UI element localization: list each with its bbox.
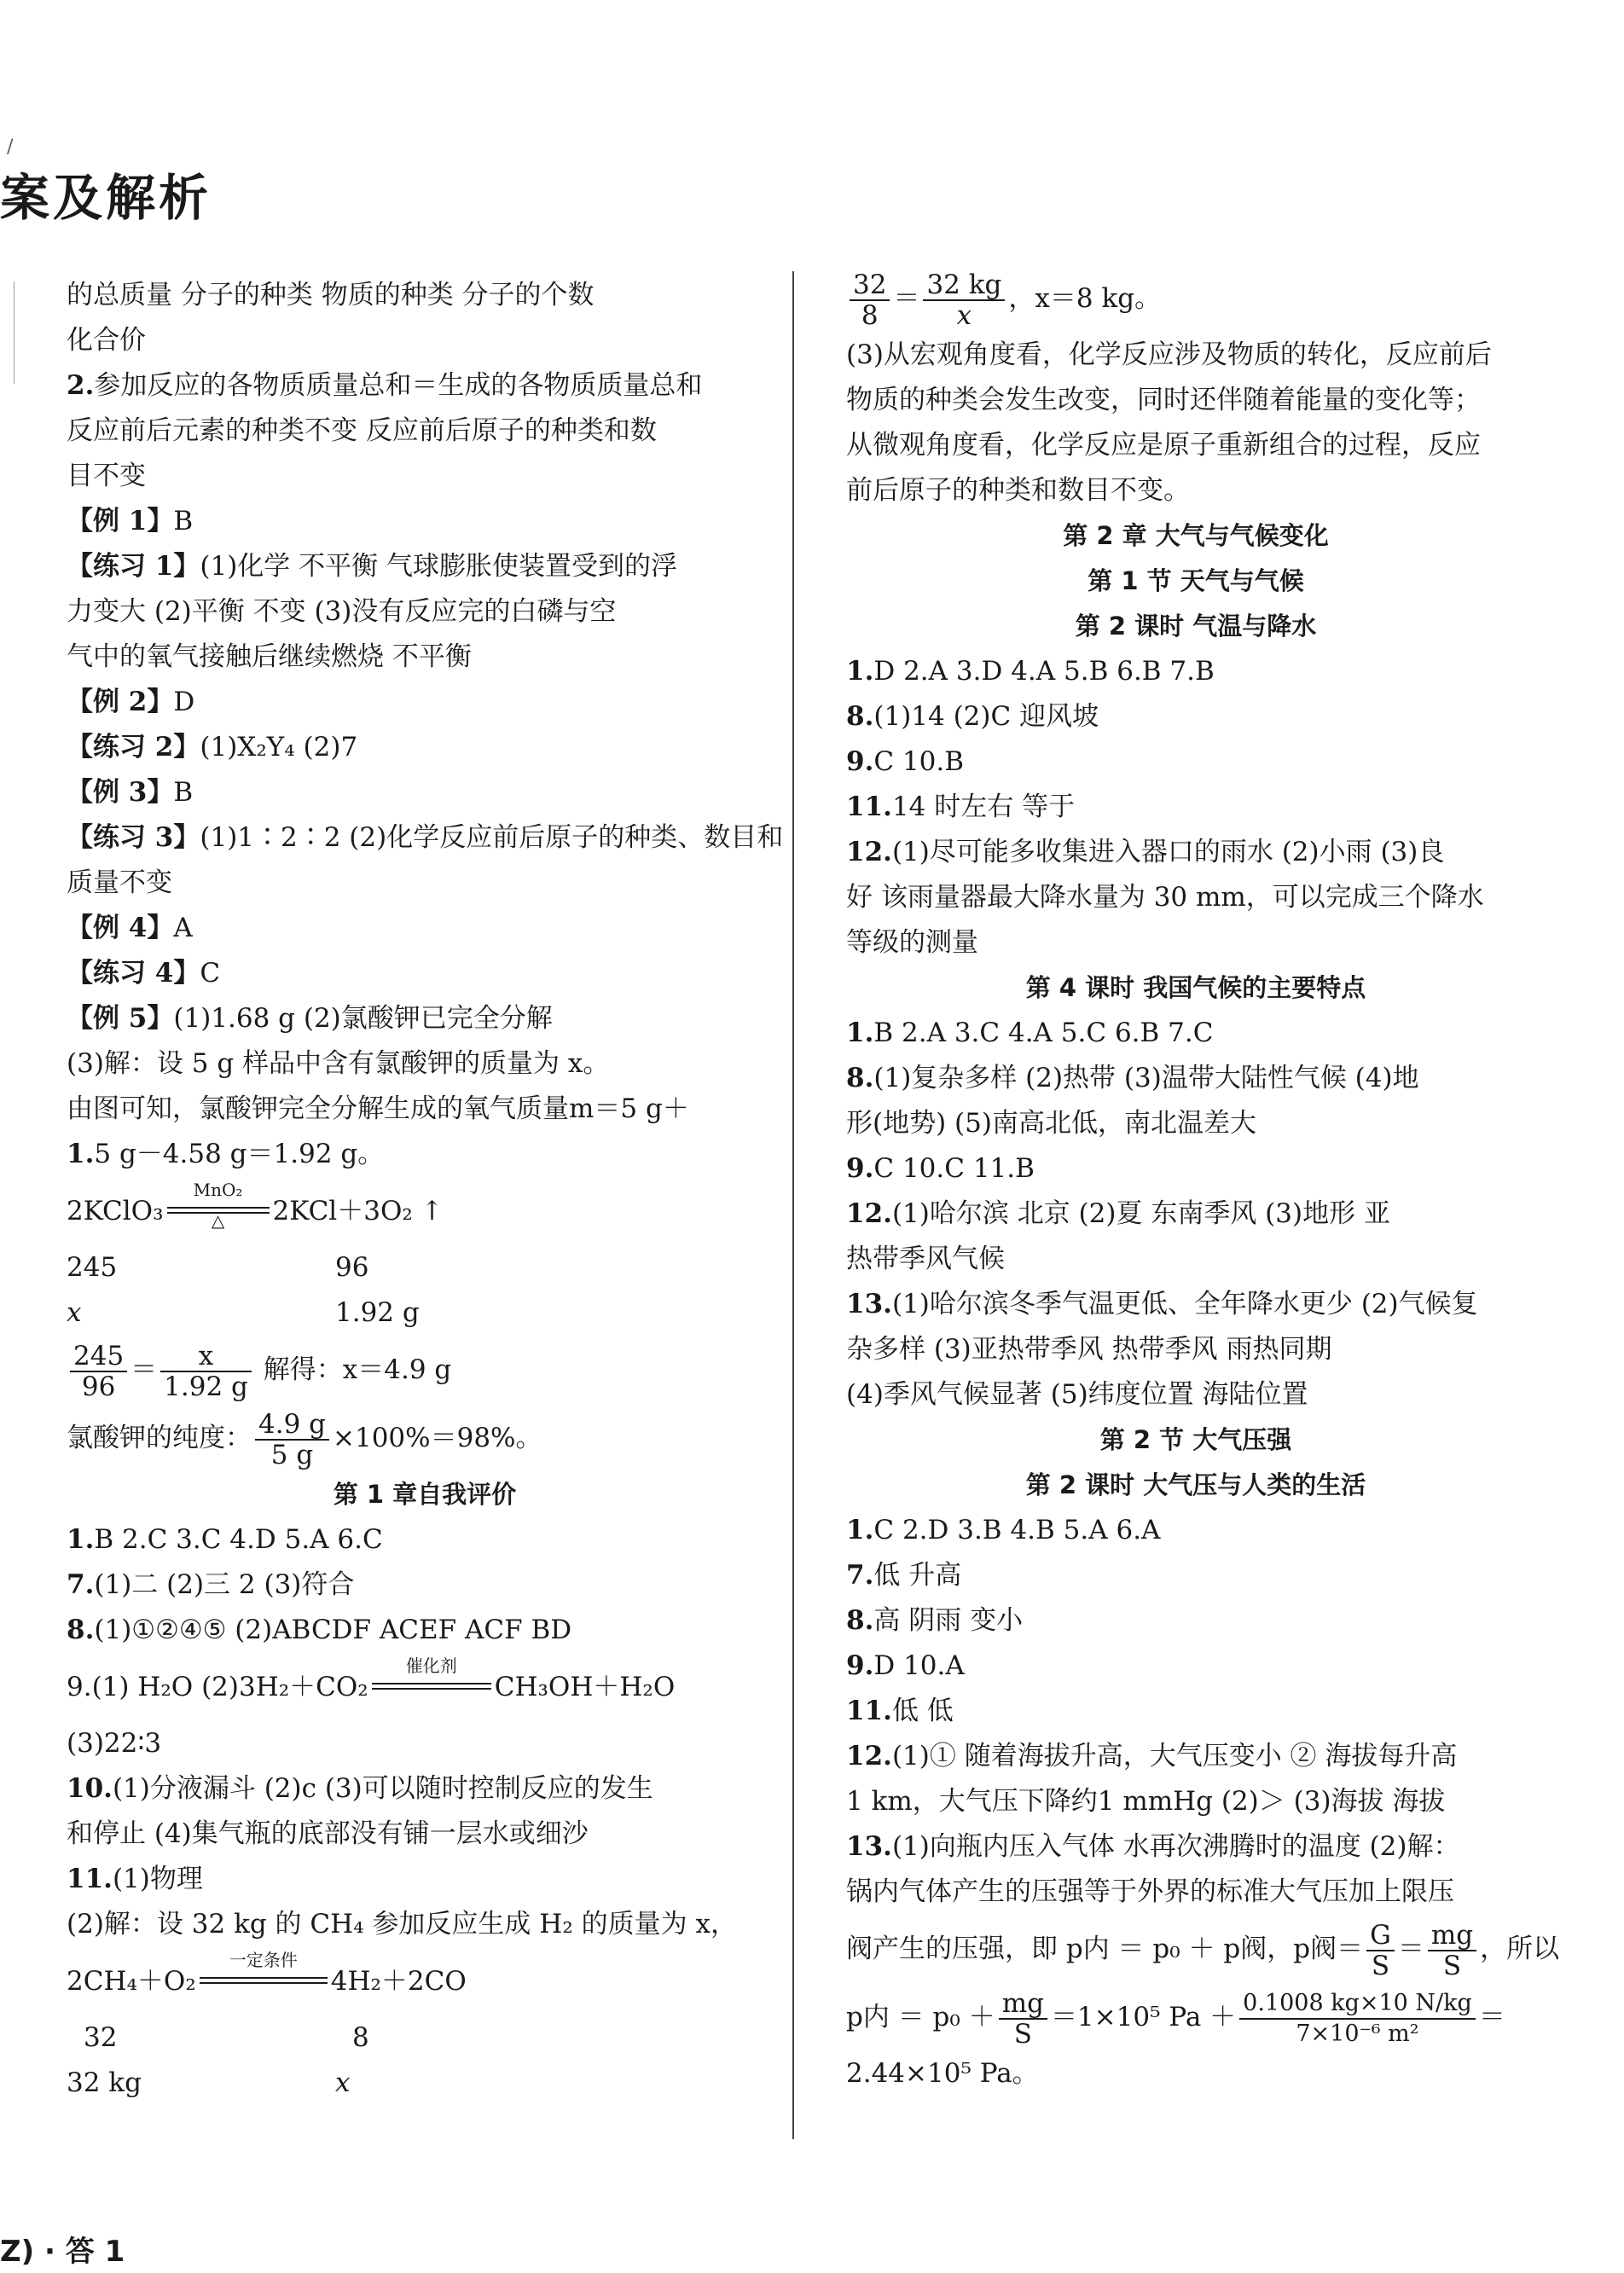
answer-line: 1.5 g－4.58 g＝1.92 g。 bbox=[67, 1139, 385, 1169]
left3-lines bbox=[67, 1721, 783, 1947]
answer-line: 9.D 10.A bbox=[846, 1650, 965, 1681]
answer-line: 质量不变 bbox=[67, 867, 172, 898]
review-answer-line: 11.(1)物理 bbox=[67, 1864, 203, 1894]
heading-chapter1-review: 第 1 章自我评价 bbox=[333, 1480, 517, 1509]
answer-line: 【练习 2】(1)X₂Y₄ (2)7 bbox=[67, 732, 358, 762]
heading-chapter2: 第 2 章 大气与气候变化 bbox=[1063, 521, 1329, 550]
eq1-arrow bbox=[167, 1179, 270, 1231]
answer-line: 11.14 时左右 等于 bbox=[846, 791, 1076, 822]
review-answer-line: 10.(1)分液漏斗 (2)c (3)可以随时控制反应的发生 bbox=[67, 1773, 653, 1804]
answer-line: (3)从宏观角度看，化学反应涉及物质的转化，反应前后 bbox=[846, 339, 1492, 370]
review-answer-line: 8.(1)①②④⑤ (2)ABCDF ACEF ACF BD bbox=[67, 1615, 572, 1645]
purity-equation: 氯酸钾的纯度： $\frac{4.9 g}{5 g}$ ×100%＝98%。 bbox=[67, 1408, 542, 1470]
right4-lines bbox=[846, 1508, 1546, 1915]
answer-line: 1.C 2.D 3.B 4.B 5.A 6.A bbox=[846, 1515, 1161, 1545]
answer-line: 12.(1)哈尔滨 北京 (2)夏 东南季风 (3)地形 亚 bbox=[846, 1198, 1390, 1229]
right-column bbox=[846, 269, 1560, 2096]
answer-line: 【例 5】(1)1.68 g (2)氯酸钾已完全分解 bbox=[67, 1003, 553, 1034]
heading-section1: 第 1 节 天气与气候 bbox=[1088, 566, 1304, 595]
left-column bbox=[67, 273, 783, 2106]
review-answer-line: (3)22∶3 bbox=[67, 1728, 162, 1759]
answer-line: 化合价 bbox=[67, 325, 146, 356]
page-title: 案及解析 bbox=[0, 169, 212, 227]
answer-line: 12.(1)① 随着海拔升高，大气压变小 ② 海拔每升高 bbox=[846, 1741, 1458, 1771]
pressure-formula-1: 阀产生的压强，即 p内 ＝ p₀ ＋ p阀，p阀＝ $\frac{G}{S}$ ＝ $\frac{mg}{S}$ ，所以 bbox=[846, 1919, 1560, 1981]
answer-line: 由图可知，氯酸钾完全分解生成的氧气质量m＝5 g＋ bbox=[67, 1093, 689, 1124]
answer-line: 前后原子的种类和数目不变。 bbox=[846, 475, 1190, 506]
pressure-result: 2.44×10⁵ Pa。 bbox=[846, 2058, 1039, 2089]
heading-lesson4: 第 4 课时 我国气候的主要特点 bbox=[1025, 973, 1366, 1002]
left2-lines bbox=[67, 1517, 783, 1653]
answer-line: 等级的测量 bbox=[846, 927, 978, 958]
heading-lesson2: 第 2 课时 气温与降水 bbox=[1075, 612, 1317, 641]
answer-line: 【例 4】A bbox=[67, 913, 193, 943]
column-divider bbox=[792, 271, 794, 2139]
equation-ch4: 2CH₄＋O₂ 一定条件 4H₂＋2CO bbox=[67, 1949, 467, 1997]
answer-line: 【例 1】B bbox=[67, 506, 194, 536]
answer-line: 9.C 10.C 11.B bbox=[846, 1153, 1035, 1184]
page-footer: Z) · 答 1 bbox=[0, 2235, 125, 2269]
answer-line: 【例 2】D bbox=[67, 687, 195, 717]
answer-line: 13.(1)哈尔滨冬季气温更低、全年降水更少 (2)气候复 bbox=[846, 1289, 1478, 1319]
eq3-mass-row: 32 8 bbox=[84, 2022, 369, 2053]
answer-line: 1 km，大气压下降约1 mmHg (2)＞ (3)海拔 海拔 bbox=[846, 1786, 1446, 1817]
review-answer-line: 和停止 (4)集气瓶的底部没有铺一层水或细沙 bbox=[67, 1818, 589, 1849]
answer-line: 好 该雨量器最大降水量为 30 mm，可以完成三个降水 bbox=[846, 882, 1484, 913]
answer-line: 杂多样 (3)亚热带季风 热带季风 雨热同期 bbox=[846, 1334, 1332, 1365]
eq1-heat: △ bbox=[211, 1209, 225, 1231]
review-answer-line: 1.B 2.C 3.C 4.D 5.A 6.C bbox=[67, 1524, 383, 1555]
answer-line: 12.(1)尽可能多收集进入器口的雨水 (2)小雨 (3)良 bbox=[846, 837, 1445, 867]
corner-mark: / bbox=[7, 136, 14, 158]
review-answer-line: (2)解：设 32 kg 的 CH₄ 参加反应生成 H₂ 的质量为 x， bbox=[67, 1909, 737, 1940]
eq1-unknown-row: x 1.92 g bbox=[67, 1297, 420, 1328]
answer-line: 反应前后元素的种类不变 反应前后原子的种类和数 bbox=[67, 415, 657, 446]
answer-line: 11.低 低 bbox=[846, 1696, 954, 1726]
answer-line: 从微观角度看，化学反应是原子重新组合的过程，反应 bbox=[846, 430, 1481, 461]
answer-line: 【练习 3】(1)1∶2∶2 (2)化学反应前后原子的种类、数目和 bbox=[67, 822, 784, 853]
answer-line: 气中的氧气接触后继续燃烧 不平衡 bbox=[67, 641, 472, 672]
answer-line: 1.D 2.A 3.D 4.A 5.B 6.B 7.B bbox=[846, 656, 1215, 687]
eq3-unknown-row: 32 kg x bbox=[67, 2067, 351, 2098]
heading-lesson2b: 第 2 课时 大气压与人类的生活 bbox=[1025, 1470, 1366, 1499]
answer-line: 8.高 阴雨 变小 bbox=[846, 1605, 1024, 1636]
answer-line: 【练习 4】C bbox=[67, 958, 221, 989]
answer-line: 的总质量 分子的种类 物质的种类 分子的个数 bbox=[67, 280, 594, 310]
answer-line: 【练习 1】(1)化学 不平衡 气球膨胀使装置受到的浮 bbox=[67, 551, 677, 582]
answer-line: 形(地势) (5)南高北低，南北温差大 bbox=[846, 1108, 1256, 1139]
eq1-product: 2KCl＋3O₂ ↑ bbox=[272, 1196, 444, 1226]
answer-line: 1.B 2.A 3.C 4.A 5.C 6.B 7.C bbox=[846, 1018, 1214, 1048]
answer-line: 8.(1)复杂多样 (2)热带 (3)温带大陆性气候 (4)地 bbox=[846, 1063, 1419, 1093]
ratio-equation: $\frac{245}{96}$ ＝ $\frac{x}{1.92 g}$ 解得：x＝4.9 g bbox=[67, 1336, 783, 1404]
answer-line: 7.低 升高 bbox=[846, 1560, 962, 1591]
answer-line: 热带季风气候 bbox=[846, 1244, 1005, 1274]
answer-line: 2.参加反应的各物质质量总和＝生成的各物质质量总和 bbox=[67, 370, 703, 401]
pressure-formula-2: p内 ＝ p₀ ＋ $\frac{mg}{S}$ ＝1×10⁵ Pa ＋ $\frac{0.1008 kg\times 10 N/kg}{\text{7×10⁻⁶ m²}}$ ＝ bbox=[846, 1987, 1505, 2050]
eq1-catalyst: MnO₂ bbox=[193, 1179, 243, 1200]
right1-lines bbox=[846, 333, 1546, 513]
review-answer-line: 7.(1)二 (2)三 2 (3)符合 bbox=[67, 1569, 355, 1600]
answer-line: 目不变 bbox=[67, 461, 146, 491]
right3-lines bbox=[846, 1011, 1546, 1418]
eq1-mass-row: 245 96 bbox=[67, 1252, 369, 1283]
heading-section2: 第 2 节 大气压强 bbox=[1099, 1425, 1292, 1454]
answer-line: 13.(1)向瓶内压入气体 水再次沸腾时的温度 (2)解： bbox=[846, 1831, 1460, 1862]
right2-lines bbox=[846, 649, 1546, 965]
left-lines bbox=[67, 273, 783, 1177]
equation-methanol: 9.(1) H₂O (2)3H₂＋CO₂ 催化剂 CH₃OH＋H₂O bbox=[67, 1655, 676, 1702]
answer-line: (4)季风气候显著 (5)纬度位置 海陆位置 bbox=[846, 1379, 1308, 1410]
eq1-reactant: 2KClO₃ bbox=[67, 1196, 164, 1226]
answer-line: 8.(1)14 (2)C 迎风坡 bbox=[846, 701, 1099, 732]
answer-line: 【例 3】B bbox=[67, 777, 194, 808]
answer-line: 物质的种类会发生改变，同时还伴随着能量的变化等； bbox=[846, 385, 1481, 415]
answer-line: (3)解：设 5 g 样品中含有氯酸钾的质量为 x。 bbox=[67, 1048, 610, 1079]
equation-kclo3 bbox=[67, 1177, 783, 1245]
answer-line: 9.C 10.B bbox=[846, 746, 965, 777]
answer-line: 力变大 (2)平衡 不变 (3)没有反应完的白磷与空 bbox=[67, 596, 617, 627]
answer-line: 锅内气体产生的压强等于外界的标准大气压加上限压 bbox=[846, 1876, 1454, 1907]
right-ratio: $\frac{32}{8}$ ＝ $\frac{32 kg}{x}$ ，x＝8 kg。 bbox=[846, 264, 1546, 333]
